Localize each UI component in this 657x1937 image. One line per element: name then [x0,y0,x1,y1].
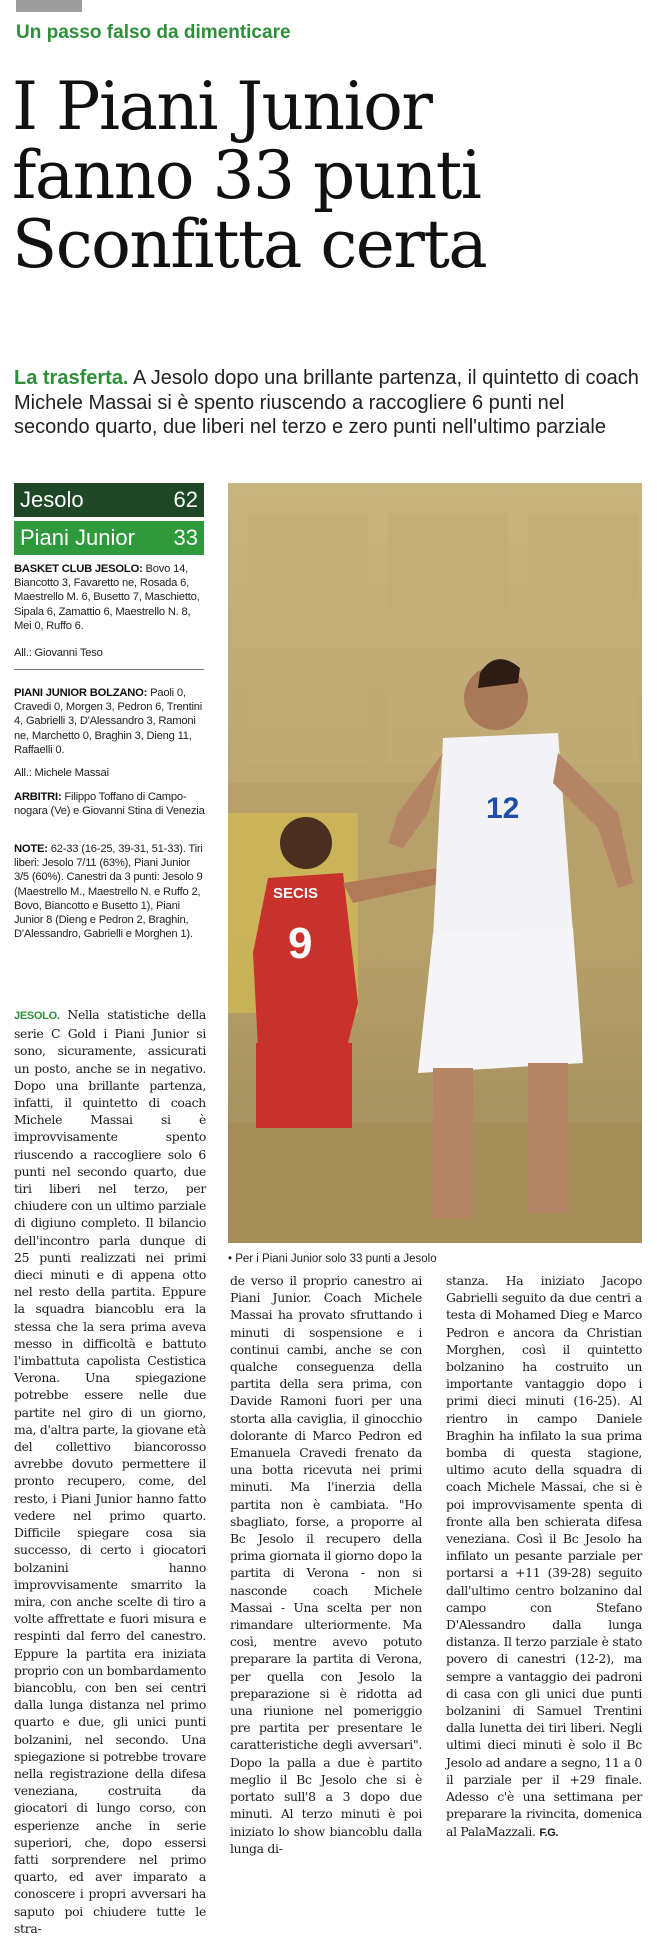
basketball-photo-illustration [228,483,642,1243]
jersey-number-right: 12 [486,792,520,825]
boxscore-home [14,562,206,633]
subhead [14,366,644,440]
score-away-team: Piani Junior [20,525,135,550]
boxscore-away-coach: All.: Michele Massai [14,767,109,779]
photo-caption: • Per i Piani Junior solo 33 punti a Jesolo [228,1253,437,1265]
subhead-text: A Jesolo dopo una brillante partenza, il quintetto di coach Michele Massai si è spento riuscendo a raccogliere 6 punti nel secondo quarto, due liberi nel terzo e zero punti nell'ultimo parziale [14,367,639,438]
referees-text: Filippo Toffano di Campo-nogara (Ve) e Giovanni Stina di Venezia [14,791,205,818]
boxscore-away [14,686,206,757]
article-column-1 [14,1006,206,1937]
article-col3-text: stanza. Ha iniziato Jacopo Gabrielli seguito da due centri a testa di Mohamed Dieg e Marco Pedron e ancora da Christian Morghen, così il quintetto bolzanino ha costruito un importante vantaggio dopo i primi dieci minuti (16-25). Al rientro in campo Daniele Braghin ha infilato la sua prima bomba di questa stagione, ultimo acuto della squadra di coach Michele Massai, che si è poi improvvisamente spenta di fronte alla ben schierata difesa veneziana. Così il Bc Jesolo ha infilato un pesante parziale per portarsi a +11 (39-28) seguito dall'ultimo centro bolzanino dal campo con Stefano D'Alessandro dalla lunga distanza. Il terzo parziale è stato povero di canestri (12-2), ma sempre a vantaggio dei padroni di casa con gli unici due punti bolzanini di Samuel Trentini dalla lunetta dei tiri liberi. Negli ultimi dieci minuti è solo il Bc Jesolo ad andare a segno, 11 a 0 il parziale per il +29 finale. Adesso c'è una settimana per preparare la rivincita, domenica al PalaMazzali. [446,1273,642,1839]
boxscore-home-players: Bovo 14, Biancotto 3, Favaretto ne, Rosada 6, Maestrello M. 6, Busetto 7, Maschietto, Sipala 6, Zamattio 6, Maestrello N. 8, Mei 0, Ruffo 6. [14,563,200,632]
boxscore-away-players: Paoli 0, Cravedi 0, Morgen 3, Pedron 6, Trentini 4, Gabrielli 3, D'Alessandro 3, Ramoni ne, Marchetto 0, Braghin 3, Dieng 11, Raffaelli 0. [14,687,203,756]
boxscore-away-label: PIANI JUNIOR BOLZANO: [14,687,148,699]
headline [12,68,632,283]
referees-label: ARBITRI: [14,791,62,803]
referees [14,790,206,818]
score-home-team: Jesolo [20,487,84,512]
kicker-bar [16,0,82,12]
score-away [14,521,204,555]
jersey-number-left: 9 [288,919,313,968]
article-column-3 [446,1272,642,1842]
score-home-points: 62 [173,487,198,512]
divider [14,669,204,670]
notes-label: NOTE: [14,843,48,855]
headline-line: Sconfitta certa [12,206,487,283]
headline-line: fanno 33 punti [12,137,481,214]
game-photo [228,483,642,1243]
score-home [14,483,204,517]
boxscore-home-label: BASKET CLUB JESOLO: [14,563,143,575]
jersey-sponsor: SECIS [273,885,319,902]
headline-line: I Piani Junior [12,68,432,145]
article-signature: F.G. [539,1826,559,1839]
score-away-points: 33 [173,525,198,550]
notes [14,842,206,941]
boxscore-home-coach: All.: Giovanni Teso [14,647,103,659]
subhead-lead: La trasferta. [14,367,129,389]
article-column-2: de verso il proprio canestro ai Piani Junior. Coach Michele Massai ha provato sfruttando i minuti di sospensione e i continui cambi, anche se con qualche conseguenza della partita della sera prima, con Davide Ramoni fuori per una storta alla caviglia, il ginocchio dolorante di Marco Pedron ed Emanuela Cravedi frenato da una botta ricevuta nei primi minuti. Ma l'inerzia della partita non è cambiata. "Ho sbagliato, forse, a proporre al Bc Jesolo il recupero della prima giornata il giorno dopo la partita di Verona - non si nasconde coach Michele Massai - Una scelta per non rimandare ulteriormente. Ma così, mentre avevo potuto preparare la partita di Verona, per quella con Jesolo la preparazione si è ridotta ad una riunione nel pomeriggio pre partita per presentare le caratteristiche degli avversari". Dopo la palla a due è partito meglio il Bc Jesolo che si è portato sull'8 a 3 dopo due minuti. Al terzo minuti è poi iniziato lo show biancoblu dalla lunga di- [230,1273,422,1856]
notes-text: 62-33 (16-25, 39-31, 51-33). Tiri liberi: Jesolo 7/11 (63%), Piani Junior 3/5 (60%). Canestri da 3 punti: Jesolo 9 (Maestrello M., Maestrello N. e Ruffo 2, Bovo, Biancotto e Busetto 1), Piani Junior 8 (Dieng e Pedron 2, Braghin, D'Alessandro, Gabrielli e Morghen 1). [14,843,203,941]
article-lead: JESOLO. [14,1010,60,1022]
kicker: Un passo falso da dimenticare [16,22,291,43]
article-col1-text: Nella statistiche della serie C Gold i Piani Junior si sono, sicuramente, assicurati un posto, anche se in negativo. Dopo una brillante partenza, infatti, il quintetto di coach Michele Massai si è improvvisamente spento riuscendo a raccogliere solo 6 punti nel secondo quarto, due tiri liberi nel terzo, per chiudere con un ultimo parziale di digiuno completo. Il bilancio dell'incontro parla dunque di 25 punti realizzati nei primi dieci minuti e di appena otto nel resto della partita. Eppure la squadra biancoblu era la stessa che la sera prima aveva messo in difficoltà e battuto l'imbattuta capolista Cestistica Verona. Una spiegazione potrebbe essere nelle due partite nel giro di un giorno, ma, d'altra parte, la giovane età del collettivo biancorosso avrebbe dovuto permettere il pronto recupero, come, del resto, i Piani Junior hanno fatto vedere nel primo quarto. Difficile spiegare cosa sia successo, di certo i giocatori bolzanini hanno improvvisamente smarrito la mira, con anche scelte di tiro a volte affrettate e fuori misura e respinti dal ferro del canestro. Eppure la partita era iniziata proprio con un bombardamento biancoblu, con ben sei centri dalla lunga distanza nel primo quarto e due, gli unici punti bolzanini, nel secondo. Una spiegazione si potrebbe trovare nella registrazione della difesa veneziana, costruita da giocatori di lungo corso, con esperienze anche in serie superiori, che, dopo essersi fatti sorprendere nel primo quarto, ed aver imparato a conoscere i propri avversari ha saputo poi chiudere tutte le stra- [14,1007,206,1936]
